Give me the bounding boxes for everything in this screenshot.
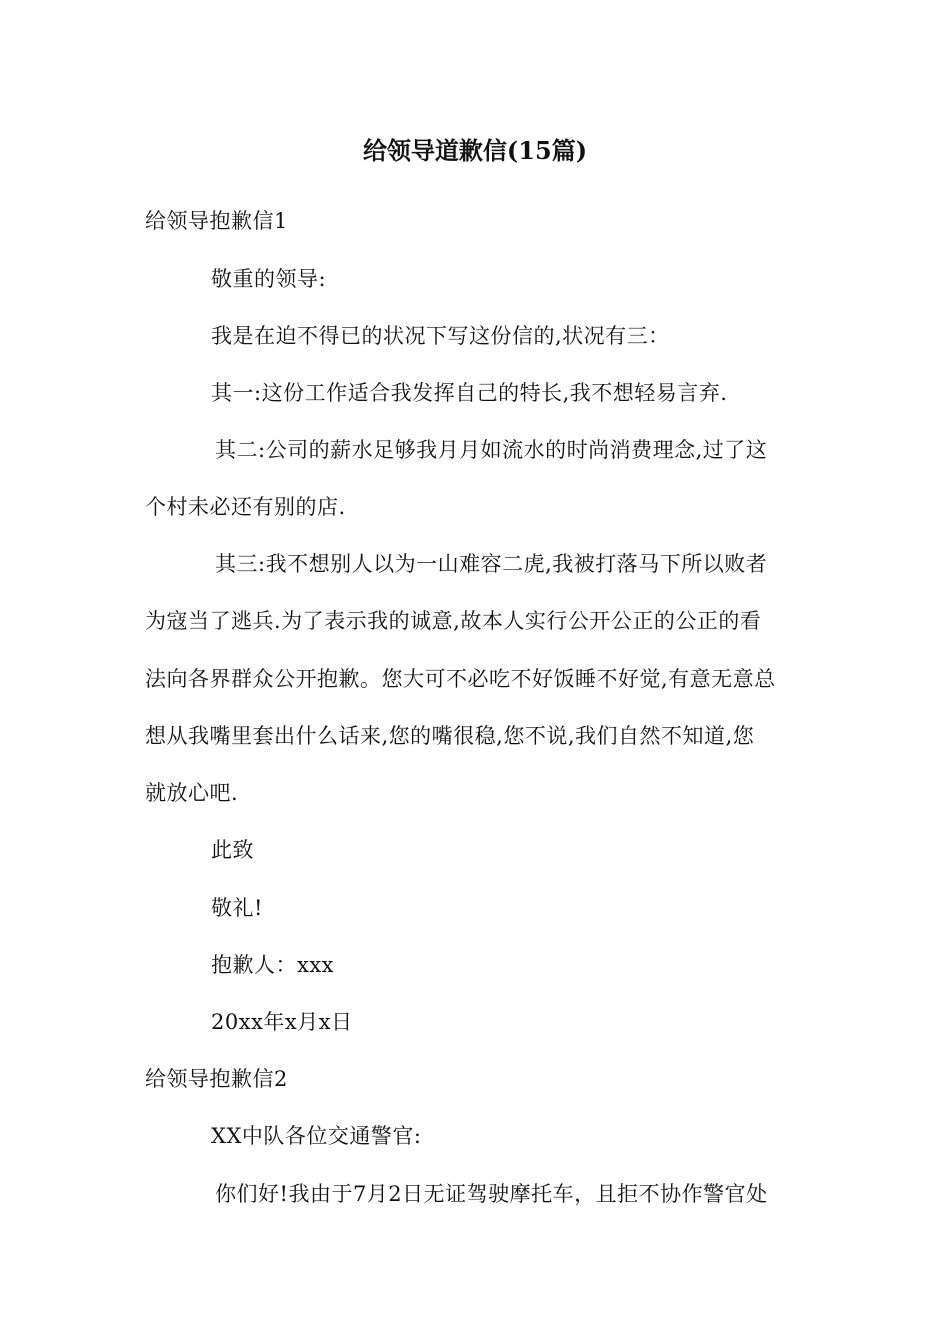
letter1-paragraph-1: 我是在迫不得已的状况下写这份信的,状况有三： (211, 324, 670, 348)
letter1-date: 20xx年x月x日 (211, 1010, 353, 1034)
letter1-paragraph-3-line-2: 个村未必还有别的店. (145, 495, 346, 519)
letter1-closing-1: 此致 (211, 838, 254, 862)
letter1-paragraph-4-line-1: 其三:我不想别人以为一山难容二虎,我被打落马下所以败者 (215, 552, 768, 576)
letter1-paragraph-3-line-1: 其二:公司的薪水足够我月月如流水的时尚消费理念,过了这 (215, 438, 768, 462)
letter1-paragraph-4-line-3: 法向各界群众公开抱歉。您大可不必吃不好饭睡不好觉,有意无意总 (145, 667, 776, 691)
letter1-paragraph-4-line-2: 为寇当了逃兵.为了表示我的诚意,故本人实行公开公正的公正的看 (145, 609, 762, 633)
letter1-salutation: 敬重的领导: (211, 267, 327, 291)
letter1-paragraph-4-line-4: 想从我嘴里套出什么话来,您的嘴很稳,您不说,我们自然不知道,您 (145, 724, 755, 748)
letter1-closing-2: 敬礼! (211, 896, 263, 920)
letter1-heading: 给领导抱歉信1 (145, 209, 288, 233)
letter2-paragraph-1-line-1: 你们好!我由于7月2日无证驾驶摩托车，且拒不协作警官处 (215, 1182, 768, 1206)
letter1-paragraph-2: 其一:这份工作适合我发挥自己的特长,我不想轻易言弃. (211, 381, 728, 405)
letter1-paragraph-4-line-5: 就放心吧. (145, 781, 239, 805)
letter1-signature: 抱歉人：xxx (211, 953, 335, 977)
letter2-salutation: XX中队各位交通警官: (211, 1124, 422, 1148)
document-title: 给领导道歉信(15篇) (362, 136, 588, 165)
letter2-heading: 给领导抱歉信2 (145, 1067, 288, 1091)
